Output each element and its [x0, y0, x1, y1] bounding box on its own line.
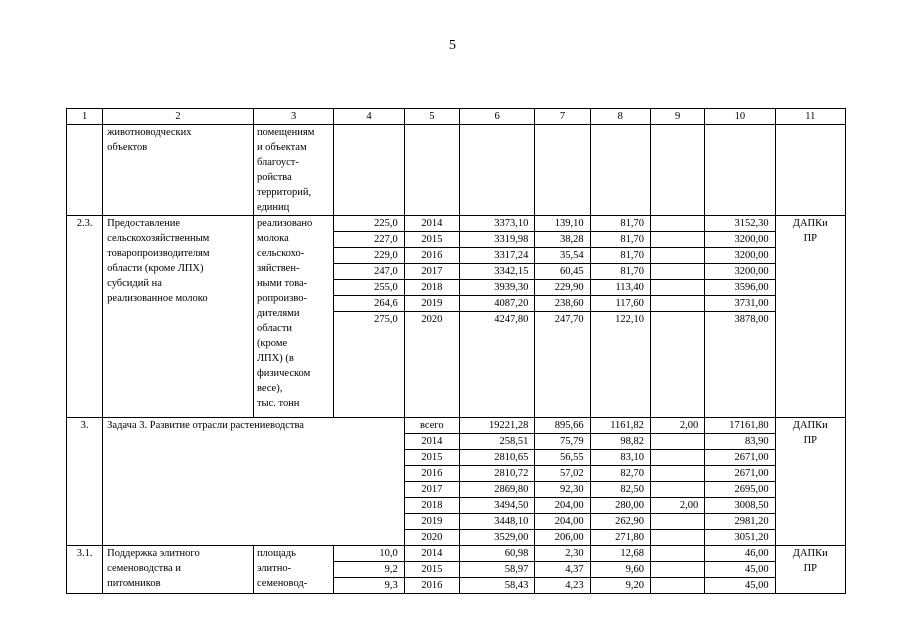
column-header: 4: [334, 109, 404, 125]
year-cell: 2020: [404, 530, 459, 546]
row-indicator: [253, 546, 333, 594]
empty-cell: [650, 125, 704, 216]
page-number: 5: [449, 38, 456, 53]
year-cell: 2018: [404, 498, 459, 514]
local-cell: [650, 562, 704, 578]
executor-line: ПР: [803, 233, 817, 244]
regional-cell: 113,40: [590, 280, 650, 296]
row-name: [103, 125, 254, 216]
indicator-line: ными това-: [256, 278, 308, 289]
extrabudget-cell: 2671,00: [705, 466, 775, 482]
local-cell: [650, 450, 704, 466]
extrabudget-cell: 3878,00: [705, 312, 775, 418]
indicator-line: физическом: [256, 368, 311, 379]
row-name: [103, 546, 254, 594]
total-cell: 60,98: [459, 546, 534, 562]
local-cell: [650, 530, 704, 546]
year-cell: 2014: [404, 434, 459, 450]
regional-cell: 122,10: [590, 312, 650, 418]
executor-line: ПР: [803, 435, 817, 446]
name-line: товаропроизводителям: [107, 248, 210, 259]
total-cell: 3529,00: [459, 530, 534, 546]
column-header: 11: [775, 109, 845, 125]
target-value: 229,0: [334, 248, 404, 264]
total-cell: 58,43: [459, 578, 534, 594]
executor-line: ПР: [803, 563, 817, 574]
column-header: 9: [650, 109, 704, 125]
year-cell: 2018: [404, 280, 459, 296]
row-number: 3.1.: [67, 546, 103, 594]
extrabudget-cell: 3731,00: [705, 296, 775, 312]
regional-cell: 82,50: [590, 482, 650, 498]
name-line: объектов: [107, 142, 148, 153]
row-number: [67, 125, 103, 216]
column-header: 7: [535, 109, 590, 125]
year-cell: 2014: [404, 546, 459, 562]
local-cell: 2,00: [650, 418, 704, 434]
indicator-line: семеновод-: [256, 578, 308, 589]
column-header: 6: [459, 109, 534, 125]
regional-cell: 81,70: [590, 248, 650, 264]
indicator-line: благоуст-: [256, 157, 299, 168]
total-cell: 3317,24: [459, 248, 534, 264]
indicator-line: сельскохо-: [256, 248, 305, 259]
extrabudget-cell: 2695,00: [705, 482, 775, 498]
local-cell: [650, 232, 704, 248]
indicator-line: реализовано: [256, 218, 313, 229]
target-value: 227,0: [334, 232, 404, 248]
extrabudget-cell: 3200,00: [705, 232, 775, 248]
header-row: [67, 109, 846, 125]
extrabudget-cell: 45,00: [705, 578, 775, 594]
regional-cell: 271,80: [590, 530, 650, 546]
indicator-line: и объектам: [256, 142, 307, 153]
indicator-line: зяйствен-: [256, 263, 300, 274]
indicator-line: ропроизво-: [256, 293, 307, 304]
local-cell: [650, 296, 704, 312]
total-cell: 19221,28: [459, 418, 534, 434]
target-value: 275,0: [334, 312, 404, 418]
name-line: субсидий на: [107, 278, 162, 289]
total-cell: 3494,50: [459, 498, 534, 514]
target-value: 264,6: [334, 296, 404, 312]
local-cell: [650, 216, 704, 232]
federal-cell: 56,55: [535, 450, 590, 466]
total-cell: 258,51: [459, 434, 534, 450]
column-header: 3: [253, 109, 333, 125]
federal-cell: 204,00: [535, 498, 590, 514]
target-value: 10,0: [334, 546, 404, 562]
indicator-line: (кроме: [256, 338, 288, 349]
regional-cell: 12,68: [590, 546, 650, 562]
federal-cell: 204,00: [535, 514, 590, 530]
row-indicator: [253, 125, 333, 216]
indicator-line: помещениям: [256, 127, 315, 138]
name-line: Предоставление: [107, 218, 181, 229]
federal-cell: 4,23: [535, 578, 590, 594]
year-cell: 2019: [404, 296, 459, 312]
executor: [775, 546, 845, 594]
executor-line: ДАПКи: [792, 548, 828, 559]
target-value: 255,0: [334, 280, 404, 296]
target-value: 9,3: [334, 578, 404, 594]
federal-cell: 75,79: [535, 434, 590, 450]
indicator-line: единиц: [256, 202, 290, 213]
regional-cell: 81,70: [590, 216, 650, 232]
row-name: [103, 216, 254, 418]
name-line: семеноводства и: [107, 563, 181, 574]
indicator-line: территорий,: [256, 187, 312, 198]
indicator-line: площадь: [256, 548, 296, 559]
extrabudget-cell: 2981,20: [705, 514, 775, 530]
column-header: 8: [590, 109, 650, 125]
total-cell: 3319,98: [459, 232, 534, 248]
indicator-line: молока: [256, 233, 289, 244]
table-row: [67, 125, 846, 216]
target-value: 247,0: [334, 264, 404, 280]
year-cell: 2015: [404, 232, 459, 248]
year-cell: 2015: [404, 450, 459, 466]
year-cell: 2019: [404, 514, 459, 530]
year-cell: всего: [404, 418, 459, 434]
year-cell: 2015: [404, 562, 459, 578]
total-cell: 58,97: [459, 562, 534, 578]
regional-cell: 81,70: [590, 232, 650, 248]
name-line: животноводческих: [107, 127, 192, 138]
federal-cell: 247,70: [535, 312, 590, 418]
indicator-line: весе),: [256, 383, 283, 394]
task-title: [103, 418, 405, 546]
executor-line: ДАПКи: [792, 420, 828, 431]
extrabudget-cell: 3596,00: [705, 280, 775, 296]
federal-cell: 229,90: [535, 280, 590, 296]
total-cell: 3342,15: [459, 264, 534, 280]
extrabudget-cell: 3008,50: [705, 498, 775, 514]
indicator-line: ройства: [256, 172, 292, 183]
row-number: 2.3.: [67, 216, 103, 418]
federal-cell: 2,30: [535, 546, 590, 562]
extrabudget-cell: 3200,00: [705, 248, 775, 264]
local-cell: [650, 466, 704, 482]
column-header: 5: [404, 109, 459, 125]
extrabudget-cell: 2671,00: [705, 450, 775, 466]
extrabudget-cell: 45,00: [705, 562, 775, 578]
extrabudget-cell: 3200,00: [705, 264, 775, 280]
empty-cell: [334, 125, 404, 216]
column-header: 2: [103, 109, 254, 125]
empty-cell: [459, 125, 534, 216]
row-indicator: [253, 216, 333, 418]
name-line: сельскохозяйственным: [107, 233, 210, 244]
indicator-line: элитно-: [256, 563, 292, 574]
total-cell: 3448,10: [459, 514, 534, 530]
year-cell: 2016: [404, 248, 459, 264]
program-table: [66, 108, 846, 594]
local-cell: [650, 578, 704, 594]
year-cell: 2016: [404, 578, 459, 594]
empty-cell: [404, 125, 459, 216]
column-header: 10: [705, 109, 775, 125]
regional-cell: 83,10: [590, 450, 650, 466]
regional-cell: 82,70: [590, 466, 650, 482]
table-row: [67, 546, 846, 562]
table-row: [67, 216, 846, 232]
regional-cell: 117,60: [590, 296, 650, 312]
extrabudget-cell: 17161,80: [705, 418, 775, 434]
local-cell: 2,00: [650, 498, 704, 514]
year-cell: 2017: [404, 264, 459, 280]
federal-cell: 139,10: [535, 216, 590, 232]
empty-cell: [705, 125, 775, 216]
regional-cell: 98,82: [590, 434, 650, 450]
column-header: 1: [67, 109, 103, 125]
extrabudget-cell: 3152,30: [705, 216, 775, 232]
local-cell: [650, 434, 704, 450]
executor-line: ДАПКи: [792, 218, 828, 229]
total-cell: 3939,30: [459, 280, 534, 296]
total-cell: 3373,10: [459, 216, 534, 232]
federal-cell: 895,66: [535, 418, 590, 434]
local-cell: [650, 514, 704, 530]
year-cell: 2016: [404, 466, 459, 482]
target-value: 9,2: [334, 562, 404, 578]
regional-cell: 9,20: [590, 578, 650, 594]
total-cell: 4087,20: [459, 296, 534, 312]
local-cell: [650, 482, 704, 498]
extrabudget-cell: 46,00: [705, 546, 775, 562]
name-line: реализованное молоко: [107, 293, 208, 304]
total-cell: 2810,72: [459, 466, 534, 482]
empty-cell: [535, 125, 590, 216]
extrabudget-cell: 3051,20: [705, 530, 775, 546]
federal-cell: 238,60: [535, 296, 590, 312]
total-cell: 2869,80: [459, 482, 534, 498]
local-cell: [650, 264, 704, 280]
empty-cell: [775, 125, 845, 216]
name-line: Поддержка элитного: [107, 548, 200, 559]
regional-cell: 280,00: [590, 498, 650, 514]
regional-cell: 9,60: [590, 562, 650, 578]
row-number: 3.: [67, 418, 103, 546]
name-line: питомников: [107, 578, 161, 589]
federal-cell: 206,00: [535, 530, 590, 546]
name-line: области (кроме ЛПХ): [107, 263, 204, 274]
federal-cell: 57,02: [535, 466, 590, 482]
executor: [775, 418, 845, 546]
federal-cell: 92,30: [535, 482, 590, 498]
total-cell: 4247,80: [459, 312, 534, 418]
indicator-line: тыс. тонн: [256, 398, 300, 409]
year-cell: 2020: [404, 312, 459, 418]
federal-cell: 4,37: [535, 562, 590, 578]
indicator-line: ЛПХ) (в: [256, 353, 294, 364]
local-cell: [650, 248, 704, 264]
table-row: [67, 418, 846, 434]
federal-cell: 38,28: [535, 232, 590, 248]
year-cell: 2017: [404, 482, 459, 498]
total-cell: 2810,65: [459, 450, 534, 466]
year-cell: 2014: [404, 216, 459, 232]
regional-cell: 1161,82: [590, 418, 650, 434]
indicator-line: области: [256, 323, 293, 334]
target-value: 225,0: [334, 216, 404, 232]
regional-cell: 81,70: [590, 264, 650, 280]
task-title-text: Задача 3. Развитие отрасли растениеводства: [107, 420, 304, 431]
federal-cell: 60,45: [535, 264, 590, 280]
empty-cell: [590, 125, 650, 216]
local-cell: [650, 280, 704, 296]
regional-cell: 262,90: [590, 514, 650, 530]
local-cell: [650, 546, 704, 562]
local-cell: [650, 312, 704, 418]
indicator-line: дителями: [256, 308, 300, 319]
executor: [775, 216, 845, 418]
extrabudget-cell: 83,90: [705, 434, 775, 450]
federal-cell: 35,54: [535, 248, 590, 264]
